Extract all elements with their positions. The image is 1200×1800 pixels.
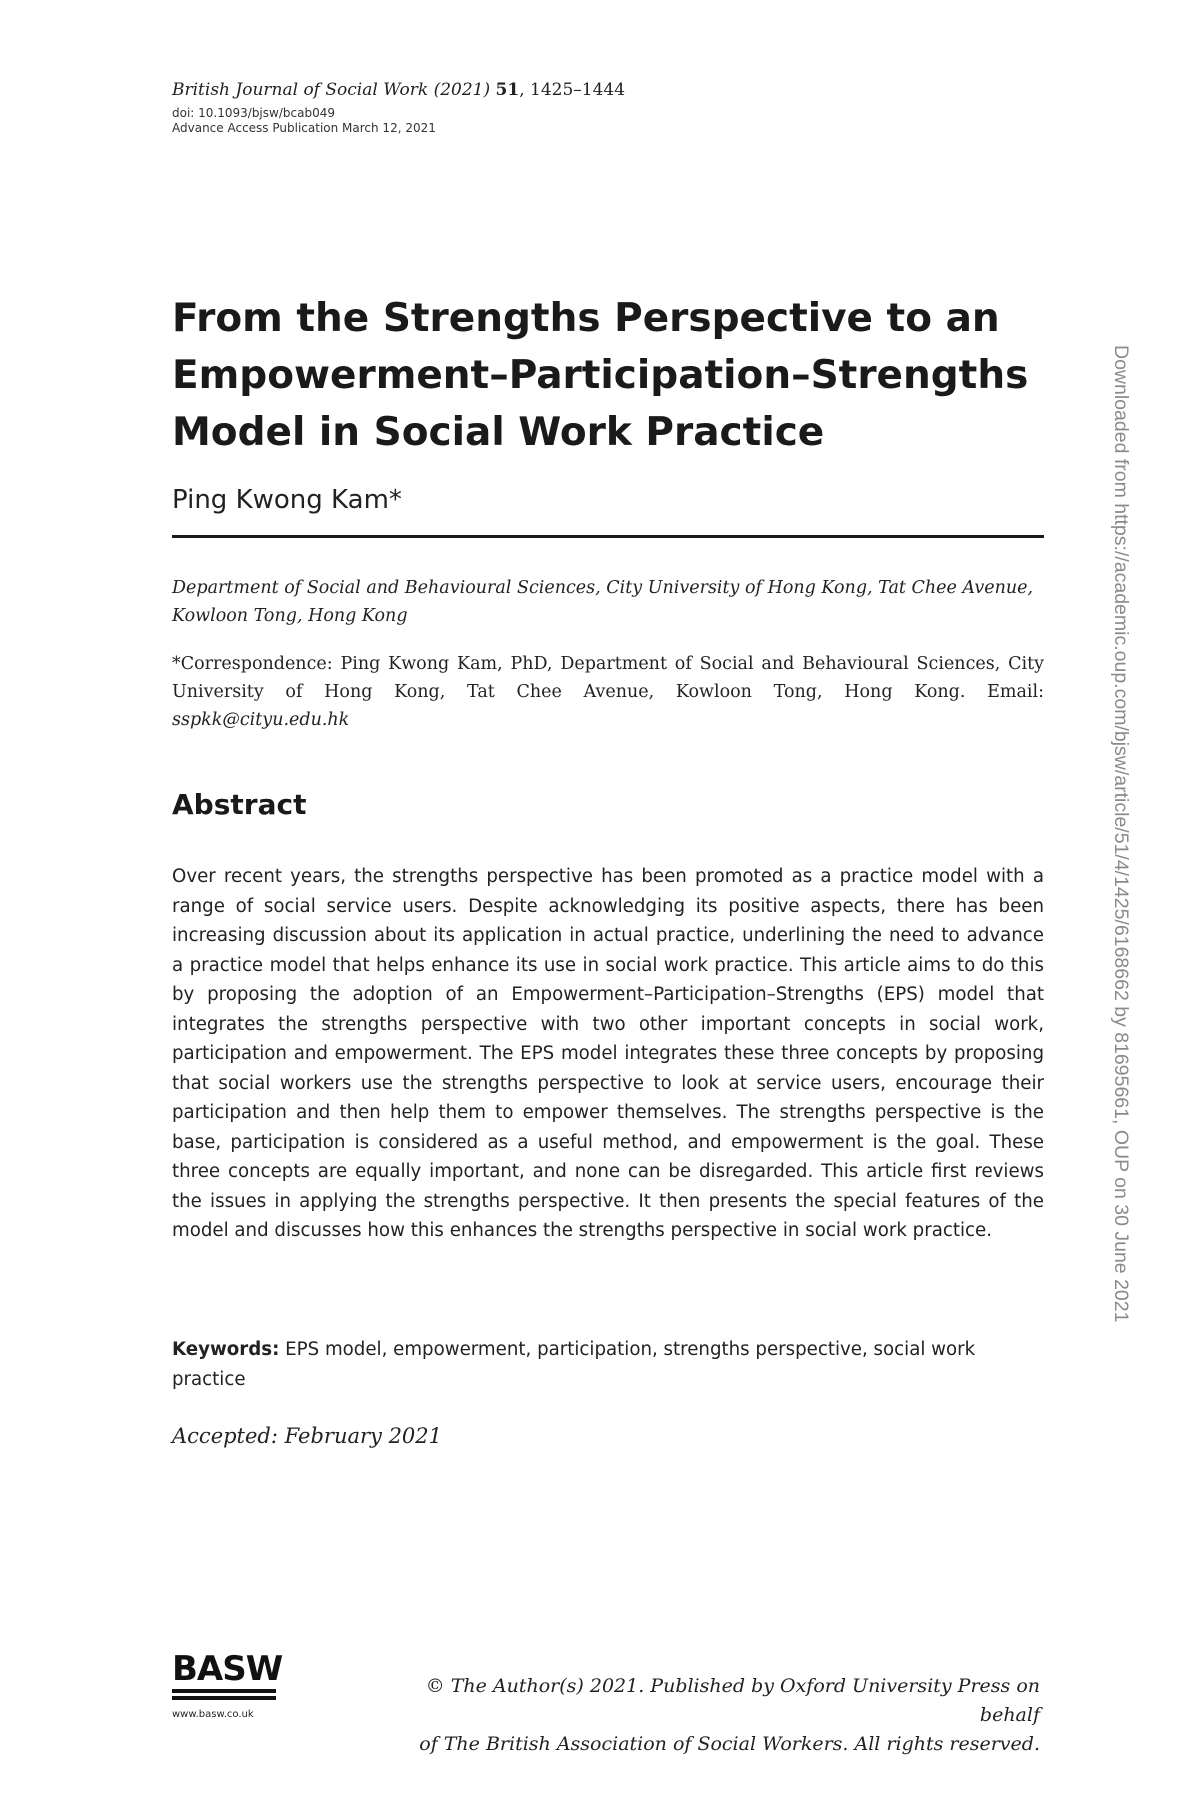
correspondence-text: *Correspondence: Ping Kwong Kam, PhD, Department of Social and Behavioural Sciences, City University of Hong Kong, Tat Chee Avenue, Kowloon Tong, Hong Kong. Email: (172, 654, 1044, 702)
abstract-body: Over recent years, the strengths perspective has been promoted as a practice model with a range of social service users. Despite acknowledging its positive aspects, there has been increasing discussion about its application in actual practice, underlining the need to advance a practice model that helps enhance its use in social work practice. This article aims to do this by proposing the adoption of an Empowerment–Participation–Strengths (EPS) model that integrates the strengths perspective with two other important concepts in social work, participation and empowerment. The EPS model integrates these three concepts by proposing that social workers use the strengths perspective to look at service users, encourage their participation and then help them to empower themselves. The strengths perspective is the base, participation is considered as a useful method, and empowerment is the goal. These three concepts are equally important, and none can be disregarded. This article first reviews the issues in applying the strengths perspective. It then presents the special features of the model and discusses how this enhances the strengths perspective in social work practice. (172, 866, 1044, 1241)
correspondence-email[interactable]: sspkk@cityu.edu.hk (172, 710, 350, 730)
copyright-icon: © (425, 1675, 445, 1697)
basw-logo (172, 1649, 283, 1720)
author-name: Ping Kwong Kam* (172, 485, 402, 515)
article-title: From the Strengths Perspective to an Empowerment–Participation–Strengths Model in Social Work Practice (172, 296, 1029, 455)
copyright-notice (380, 1672, 1040, 1759)
download-watermark: Downloaded from https://academic.oup.com/bjsw/article/51/4/1425/6168662 by 81695661, OUP on 30 June 2021 (1110, 345, 1132, 1323)
journal-volume: 51 (495, 80, 520, 100)
keywords-list: EPS model, empowerment, participation, strengths perspective, social work practice (172, 1339, 976, 1390)
advance-access-line: Advance Access Publication March 12, 2021 (172, 121, 436, 135)
journal-name: British Journal of Social Work (2021) (172, 80, 491, 100)
keywords (172, 1335, 1044, 1395)
correspondence-note (172, 650, 1044, 734)
accepted-date: Accepted: February 2021 (172, 1424, 443, 1448)
journal-pages: , 1425–1444 (519, 80, 626, 100)
author-affiliation: Department of Social and Behavioural Sciences, City University of Hong Kong, Tat Chee Avenue, Kowloon Tong, Hong Kong (172, 578, 1034, 626)
keywords-label: Keywords: (172, 1339, 280, 1360)
copyright-line-1: The Author(s) 2021. Published by Oxford University Press on behalf (450, 1675, 1040, 1726)
basw-logo-text: BASW (172, 1649, 283, 1689)
basw-url[interactable]: www.basw.co.uk (172, 1709, 254, 1720)
basw-logo-bars (172, 1689, 282, 1700)
doi-line[interactable]: doi: 10.1093/bjsw/bcab049 (172, 106, 335, 120)
abstract-heading: Abstract (172, 788, 307, 821)
copyright-line-2: of The British Association of Social Workers. All rights reserved. (419, 1733, 1040, 1755)
title-divider (172, 535, 1044, 538)
journal-citation (172, 80, 625, 100)
